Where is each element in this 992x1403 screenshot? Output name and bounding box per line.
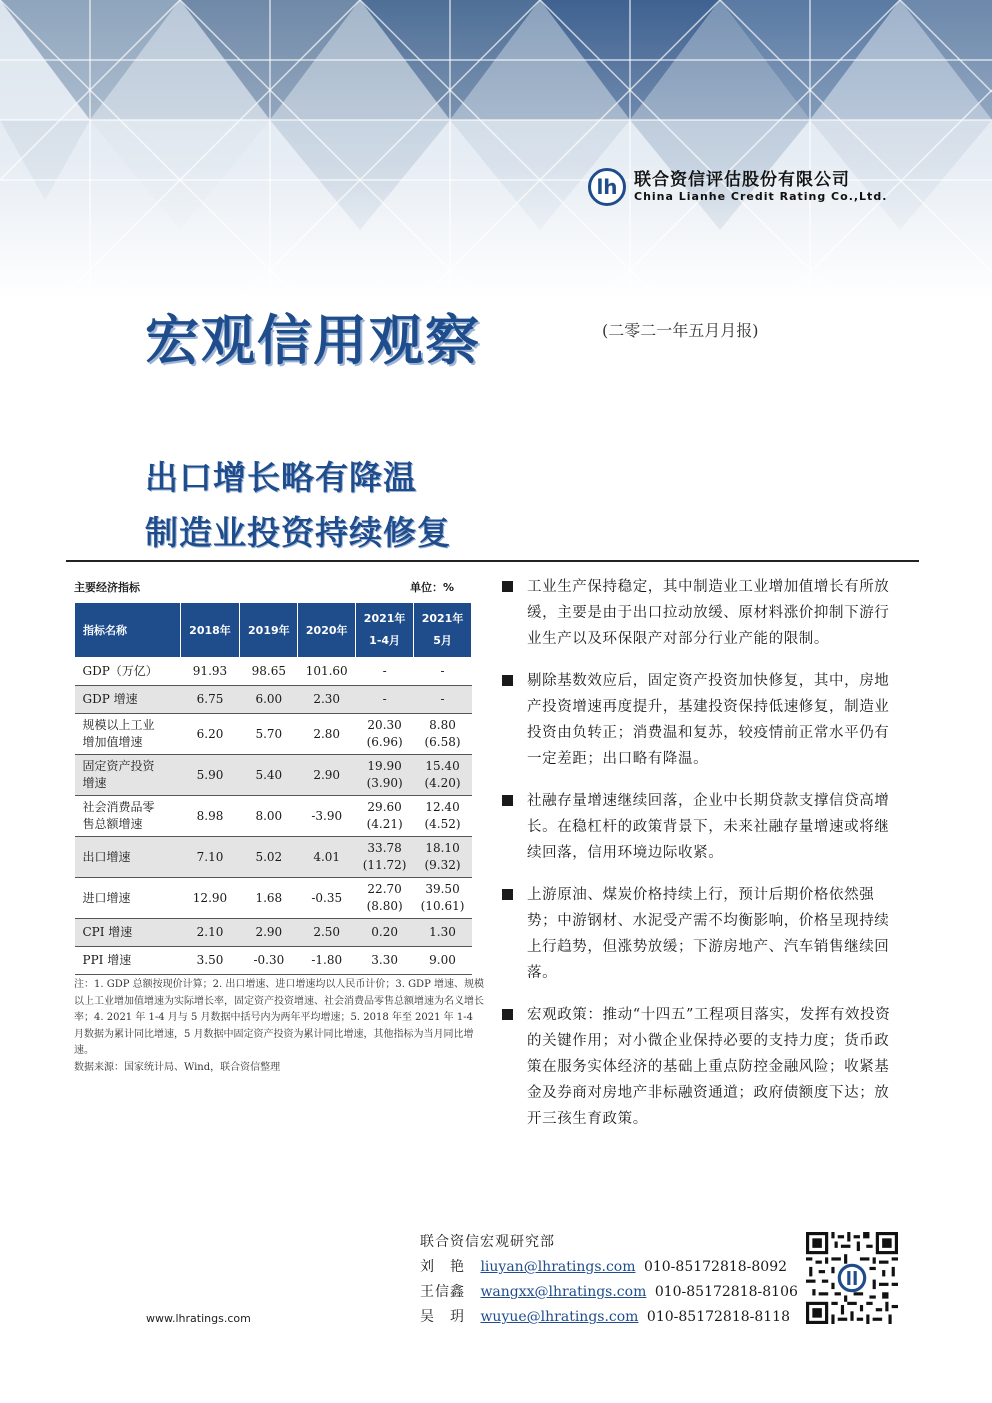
value-2020: -1.80 [298, 947, 356, 975]
contact-name: 吴 玥 [420, 1309, 465, 1325]
value-2018: 5.90 [180, 755, 240, 796]
square-bullet-icon [502, 675, 513, 686]
report-edition: (二零二一年五月月报) [602, 321, 759, 340]
table-row [75, 714, 472, 755]
key-point-text: 剔除基数效应后，固定资产投资加快修复，其中，房地产投资增速再度提升，基建投资保持低速修复，制造业投资由负转正；消费温和复苏，较疫情前正常水平仍有一定差距；出口略有降温。 [527, 673, 890, 767]
value-2020: 2.90 [298, 755, 356, 796]
value-2021-jan-apr: 33.78 (11.72) [356, 837, 414, 878]
headline-line-2: 制造业投资持续修复 [145, 513, 451, 552]
contact-row [420, 1281, 798, 1301]
contact-email-link[interactable]: liuyan@lhratings.com [480, 1259, 636, 1275]
website-url: www.lhratings.com [146, 1312, 251, 1325]
table-row [75, 878, 472, 919]
contact-name: 王信鑫 [420, 1284, 465, 1300]
lianhe-logo-icon: lh [588, 168, 626, 206]
key-point-text: 上游原油、煤炭价格持续上行，预计后期价格依然强势；中游钢材、水泥受产需不均衡影响，价格呈现持续上行趋势，但涨势放缓；下游房地产、汽车销售继续回落。 [527, 887, 890, 981]
research-department: 联合资信宏观研究部 [420, 1234, 555, 1250]
value-2021-may: 8.80 (6.58) [414, 714, 472, 755]
data-source: 数据来源：国家统计局、Wind，联合资信整理 [74, 1061, 281, 1073]
table-unit: 单位：% [410, 581, 455, 594]
table-row [75, 658, 472, 686]
contact-phone: 010-85172818-8118 [646, 1309, 790, 1325]
value-2018: 12.90 [180, 878, 240, 919]
value-2019: -0.30 [240, 947, 298, 975]
value-2019: 6.00 [240, 686, 298, 714]
value-2021-jan-apr: 3.30 [356, 947, 414, 975]
value-2020: 101.60 [298, 658, 356, 686]
header-banner [0, 0, 992, 300]
table-row [75, 755, 472, 796]
contact-row [420, 1256, 787, 1276]
table-row [75, 947, 472, 975]
header-2020: 2020年 [298, 603, 356, 658]
economic-indicators-table [74, 602, 472, 975]
indicator-name: PPI 增速 [75, 947, 181, 975]
square-bullet-icon [502, 1009, 513, 1020]
square-bullet-icon [502, 795, 513, 806]
key-point [502, 1002, 902, 1132]
table-footnote: 注：1. GDP 总额按现价计算；2. 出口增速、进口增速均以人民币计价；3. GDP 增速、规模以上工业增加值增速为实际增长率，固定资产投资增速、社会消费品零售总额增速为名义增长率；4. 2021 年 1-4 月与 5 月数据中括号内为两年平均增速；5. 2018 年至 2021 年 1-4 月数据为累计同比增速，5 月数据中固定资产投资为累计同比增速，其他指标为当月同比增速。 [74, 979, 484, 1056]
value-2020: -0.35 [298, 878, 356, 919]
value-2018: 8.98 [180, 796, 240, 837]
company-name-cn: 联合资信评估股份有限公司 [634, 170, 850, 190]
key-point-text: 社融存量增速继续回落，企业中长期贷款支撑信贷高增长。在稳杠杆的政策背景下，未来社融存量增速或将继续回落，信用环境边际收紧。 [527, 793, 890, 861]
key-point-text: 宏观政策：推动“十四五”工程项目落实，发挥有效投资的关键作用；对小微企业保持必要的支持力度；货币政策在服务实体经济的基础上重点防控金融风险；收紧基金及券商对房地产非标融资通道；政府债额度下达；放开三孩生育政策。 [527, 1007, 891, 1127]
value-2021-may: 12.40 (4.52) [414, 796, 472, 837]
header-2021-jan-apr: 2021年 1-4月 [356, 603, 414, 658]
table-row [75, 919, 472, 947]
value-2018: 3.50 [180, 947, 240, 975]
value-2021-may: 39.50 (10.61) [414, 878, 472, 919]
company-name-en: China Lianhe Credit Rating Co.,Ltd. [634, 190, 888, 203]
value-2019: 1.68 [240, 878, 298, 919]
value-2021-jan-apr: 22.70 (8.80) [356, 878, 414, 919]
value-2020: 2.30 [298, 686, 356, 714]
value-2019: 5.02 [240, 837, 298, 878]
header-2019: 2019年 [240, 603, 298, 658]
key-point [502, 668, 902, 772]
value-2021-may: 1.30 [414, 919, 472, 947]
key-point-text: 工业生产保持稳定，其中制造业工业增加值增长有所放缓，主要是由于出口拉动放缓、原材料涨价抑制下游行业生产以及环保限产对部分行业产能的限制。 [527, 579, 890, 647]
contact-row [420, 1306, 790, 1326]
report-title: 宏观信用观察 [145, 309, 481, 372]
value-2021-jan-apr: 20.30 (6.96) [356, 714, 414, 755]
indicator-name: 社会消费品零 售总额增速 [75, 796, 181, 837]
qr-code-icon [806, 1232, 898, 1324]
section-divider [66, 560, 919, 562]
contact-phone: 010-85172818-8106 [654, 1284, 798, 1300]
value-2018: 6.75 [180, 686, 240, 714]
value-2021-may: 9.00 [414, 947, 472, 975]
value-2021-may: - [414, 686, 472, 714]
table-row [75, 837, 472, 878]
contact-email-link[interactable]: wangxx@lhratings.com [480, 1284, 647, 1300]
value-2020: -3.90 [298, 796, 356, 837]
table-header-row [75, 603, 472, 658]
value-2021-jan-apr: - [356, 686, 414, 714]
header-2021-may: 2021年 5月 [414, 603, 472, 658]
indicator-name: 进口增速 [75, 878, 181, 919]
contact-email-link[interactable]: wuyue@lhratings.com [480, 1309, 639, 1325]
indicator-name: 固定资产投资 增速 [75, 755, 181, 796]
indicator-name: 出口增速 [75, 837, 181, 878]
contact-name: 刘 艳 [420, 1259, 465, 1275]
value-2020: 4.01 [298, 837, 356, 878]
value-2018: 6.20 [180, 714, 240, 755]
value-2020: 2.80 [298, 714, 356, 755]
value-2019: 2.90 [240, 919, 298, 947]
key-point [502, 788, 902, 866]
value-2020: 2.50 [298, 919, 356, 947]
value-2019: 8.00 [240, 796, 298, 837]
value-2021-may: 18.10 (9.32) [414, 837, 472, 878]
header-indicator: 指标名称 [75, 603, 181, 658]
indicator-name: GDP（万亿） [75, 658, 181, 686]
value-2018: 91.93 [180, 658, 240, 686]
key-point [502, 574, 902, 652]
headline-line-1: 出口增长略有降温 [145, 458, 417, 497]
value-2021-may: - [414, 658, 472, 686]
indicator-name: GDP 增速 [75, 686, 181, 714]
value-2021-jan-apr: 19.90 (3.90) [356, 755, 414, 796]
value-2021-may: 15.40 (4.20) [414, 755, 472, 796]
value-2019: 5.70 [240, 714, 298, 755]
value-2018: 2.10 [180, 919, 240, 947]
table-row [75, 796, 472, 837]
table-title: 主要经济指标 [74, 581, 140, 594]
value-2021-jan-apr: 29.60 (4.21) [356, 796, 414, 837]
geometric-background [0, 0, 992, 300]
value-2019: 98.65 [240, 658, 298, 686]
contact-phone: 010-85172818-8092 [643, 1259, 788, 1275]
company-logo [588, 168, 887, 206]
square-bullet-icon [502, 889, 513, 900]
key-points [502, 574, 902, 1148]
value-2019: 5.40 [240, 755, 298, 796]
value-2018: 7.10 [180, 837, 240, 878]
square-bullet-icon [502, 581, 513, 592]
table-notes [74, 977, 484, 1076]
header-2018: 2018年 [180, 603, 240, 658]
key-point [502, 882, 902, 986]
indicator-name: 规模以上工业 增加值增速 [75, 714, 181, 755]
value-2021-jan-apr: - [356, 658, 414, 686]
value-2021-jan-apr: 0.20 [356, 919, 414, 947]
indicator-name: CPI 增速 [75, 919, 181, 947]
table-row [75, 686, 472, 714]
